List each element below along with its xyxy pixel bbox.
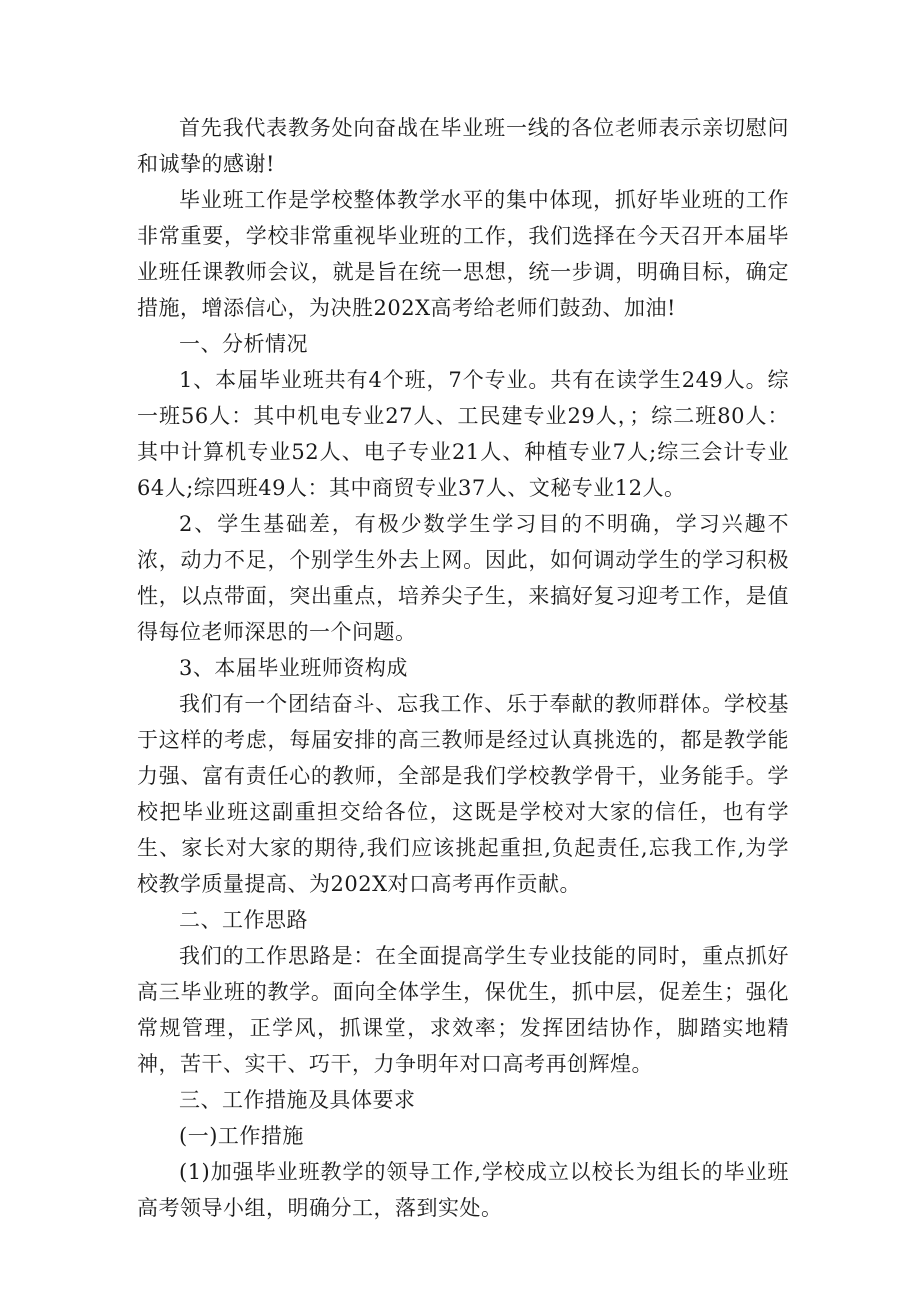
section-heading-analysis: 一、分析情况	[179, 332, 308, 356]
subheading-work-measures: (一)工作措施	[179, 1124, 304, 1148]
section-heading-approach: 二、工作思路	[179, 908, 308, 932]
paragraph-leadership: (1)加强毕业班教学的领导工作,学校成立以校长为组长的毕业班高考领导小组，明确分工，落到实处。	[137, 1160, 789, 1220]
paragraph-approach: 我们的工作思路是：在全面提高学生专业技能的同时，重点抓好高三毕业班的教学。面向全体学生，保优生，抓中层，促差生；强化常规管理，正学风，抓课堂，求效率；发挥团结协作，脚踏实地精神，苦干、实干、巧干，力争明年对口高考再创辉煌。	[137, 944, 789, 1076]
paragraph-intro: 毕业班工作是学校整体教学水平的集中体现，抓好毕业班的工作非常重要，学校非常重视毕业班的工作，我们选择在今天召开本届毕业班任课教师会议，就是旨在统一思想，统一步调，明确目标，确定措施，增添信心，为决胜202X高考给老师们鼓劲、加油!	[137, 188, 789, 320]
paragraph-class-stats: 1、本届毕业班共有4个班，7个专业。共有在读学生249人。综一班56人：其中机电专业27人、工民建专业29人，；综二班80人：其中计算机专业52人、电子专业21人、种植专业7人;综三会计专业64人;综四班49人：其中商贸专业37人、文秘专业12人。	[137, 368, 789, 500]
subheading-teachers: 3、本届毕业班师资构成	[179, 656, 408, 680]
section-heading-measures: 三、工作措施及具体要求	[179, 1088, 416, 1112]
paragraph-greeting: 首先我代表教务处向奋战在毕业班一线的各位老师表示亲切慰问和诚挚的感谢!	[137, 116, 789, 176]
document-body	[137, 110, 789, 1226]
paragraph-teachers: 我们有一个团结奋斗、忘我工作、乐于奉献的教师群体。学校基于这样的考虑，每届安排的高三教师是经过认真挑选的，都是教学能力强、富有责任心的教师，全部是我们学校教学骨干，业务能手。学校把毕业班这副重担交给各位，这既是学校对大家的信任，也有学生、家长对大家的期待,我们应该挑起重担,负起责任,忘我工作,为学校教学质量提高、为202X对口高考再作贡献。	[137, 692, 789, 896]
paragraph-student-basis: 2、学生基础差，有极少数学生学习目的不明确，学习兴趣不浓，动力不足，个别学生外去上网。因此，如何调动学生的学习积极性，以点带面，突出重点，培养尖子生，来搞好复习迎考工作，是值得每位老师深思的一个问题。	[137, 512, 789, 644]
